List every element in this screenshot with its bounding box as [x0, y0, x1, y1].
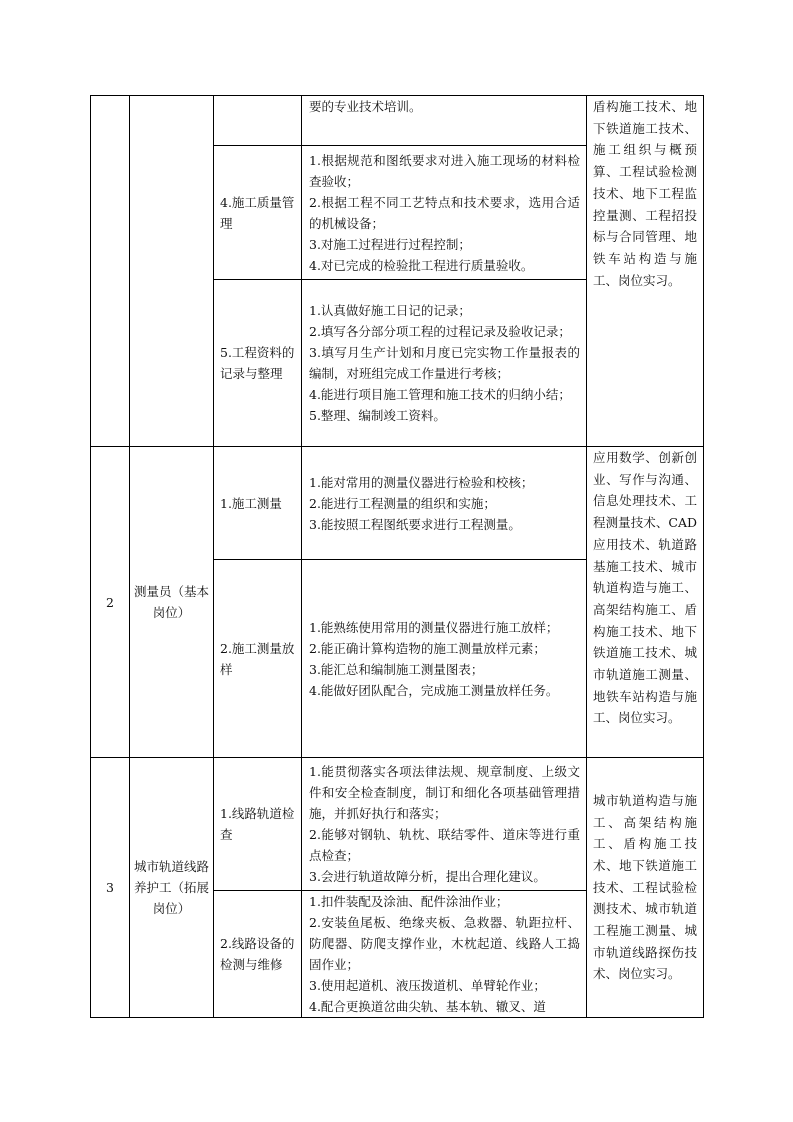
work-task: 2.施工测量放样	[214, 560, 302, 758]
ability-item: 3.会进行轨道故障分析，提出合理化建议。	[309, 869, 546, 884]
ability-item: 2.填写各分部分项工程的过程记录及验收记录；	[309, 324, 571, 339]
ability-item: 2.能够对钢轨、轨枕、联结零件、道床等进行重点检查；	[309, 827, 580, 863]
ability-cell	[302, 447, 587, 560]
ability-item: 4.能进行项目施工管理和施工技术的归纳小结；	[309, 387, 571, 402]
related-courses: 盾构施工技术、地下铁道施工技术、施工组织与概预算、工程试验检测技术、地下工程监控量测、工程招投标与合同管理、地铁车站构造与施工、岗位实习。	[587, 96, 704, 447]
ability-cell	[302, 560, 587, 758]
job-position: 测量员（基本岗位）	[130, 447, 214, 758]
ability-item: 2.能进行工程测量的组织和实施；	[309, 495, 496, 511]
work-task	[214, 96, 302, 146]
ability-item: 3.使用起道机、液压拨道机、单臂轮作业；	[309, 978, 546, 993]
ability-item: 3.能汇总和编制施工测量图表；	[309, 661, 484, 677]
job-position	[130, 96, 214, 447]
work-task: 2.线路设备的检测与维修	[214, 891, 302, 1018]
work-task: 4.施工质量管理	[214, 146, 302, 280]
ability-cell	[302, 891, 587, 1018]
ability-item: 1.能对常用的测量仪器进行检验和校核；	[309, 474, 534, 490]
ability-cell	[302, 280, 587, 447]
table-row	[91, 447, 704, 560]
ability-item: 1.认真做好施工日记的记录；	[309, 303, 471, 318]
ability-cell	[302, 96, 587, 146]
table-row	[91, 758, 704, 891]
ability-item: 2.能正确计算构造物的施工测量放样元素；	[309, 640, 546, 656]
ability-item: 4.对已完成的检验批工程进行质量验收。	[309, 257, 534, 273]
ability-item: 4.能做好团队配合，完成施工测量放样任务。	[309, 682, 559, 698]
row-number: 3	[91, 758, 130, 1018]
ability-item: 要的专业技术培训。	[309, 99, 422, 114]
job-position: 城市轨道线路养护工（拓展岗位）	[130, 758, 214, 1018]
table-row	[91, 96, 704, 146]
ability-item: 3.对施工过程进行过程控制；	[309, 236, 471, 252]
ability-item: 1.扣件装配及涂油、配件涂油作业；	[309, 894, 509, 909]
ability-item: 4.配合更换道岔曲尖轨、基本轨、辙叉、道	[309, 999, 546, 1014]
training-table	[90, 95, 704, 1018]
ability-item: 1.能贯彻落实各项法律法规、规章制度、上级文件和安全检查制度，制订和细化各项基础管理措施，并抓好执行和落实；	[309, 764, 580, 821]
related-courses: 应用数学、创新创业、写作与沟通、信息处理技术、工程测量技术、CAD应用技术、轨道路基施工技术、城市轨道构造与施工、高架结构施工、盾构施工技术、地下铁道施工技术、城市轨道施工测量、地铁车站构造与施工、岗位实习。	[587, 447, 704, 758]
ability-item: 3.填写月生产计划和月度已完实物工作量报表的编制，对班组完成工作量进行考核；	[309, 345, 580, 381]
ability-cell	[302, 146, 587, 280]
ability-item: 1.根据规范和图纸要求对进入施工现场的材料检查验收；	[309, 152, 580, 189]
ability-item: 1.能熟练使用常用的测量仪器进行施工放样；	[309, 619, 559, 635]
work-task: 1.线路轨道检查	[214, 758, 302, 891]
work-task: 5.工程资料的记录与整理	[214, 280, 302, 447]
ability-item: 2.根据工程不同工艺特点和技术要求，选用合适的机械设备；	[309, 194, 580, 231]
ability-cell	[302, 758, 587, 891]
work-task: 1.施工测量	[214, 447, 302, 560]
related-courses: 城市轨道构造与施工、高架结构施工、盾构施工技术、地下铁道施工技术、工程试验检测技术、城市轨道工程施工测量、城市轨道线路探伤技术、岗位实习。	[587, 758, 704, 1018]
ability-item: 3.能按照工程图纸要求进行工程测量。	[309, 516, 521, 532]
row-number	[91, 96, 130, 447]
ability-item: 5.整理、编制竣工资料。	[309, 408, 446, 423]
row-number: 2	[91, 447, 130, 758]
ability-item: 2.安装鱼尾板、绝缘夹板、急救器、轨距拉杆、防爬器、防爬支撑作业，木枕起道、线路人工捣固作业；	[309, 915, 580, 972]
